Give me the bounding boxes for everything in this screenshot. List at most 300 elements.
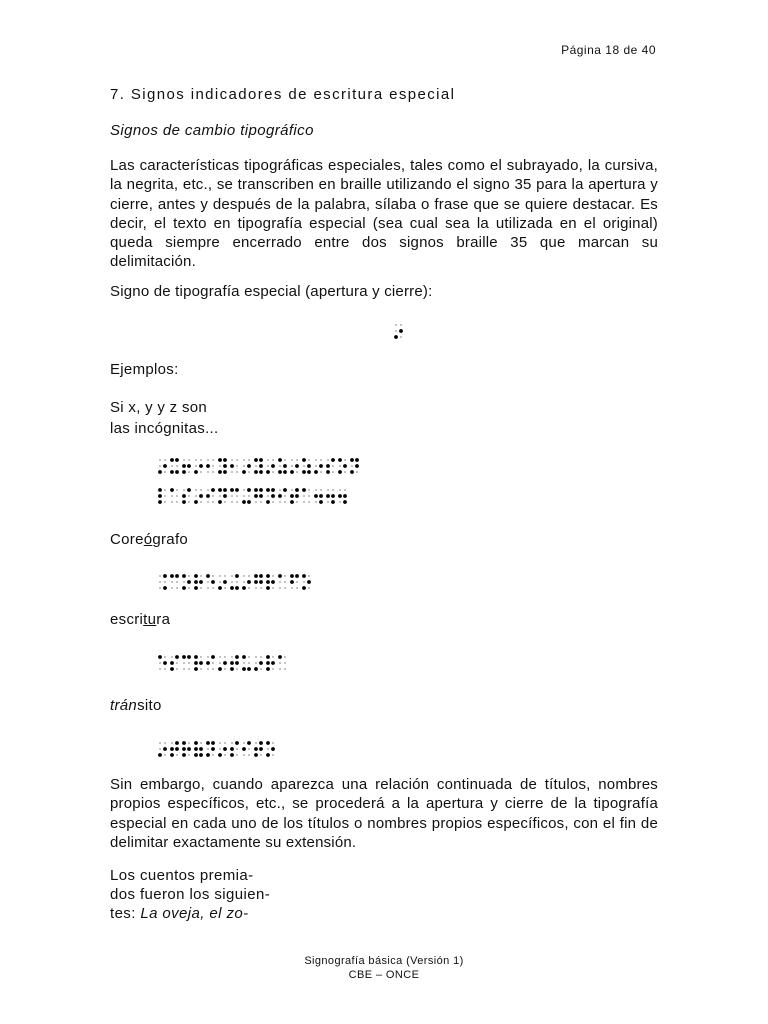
braille-dot-flat [159,587,161,589]
braille-dot-flat [315,501,317,503]
example-line-2: las incógnitas... [110,420,219,437]
braille-dot-flat [176,587,178,589]
braille-dot-raised [242,500,246,504]
braille-dot-flat [171,656,173,658]
braille-dot-raised [158,500,162,504]
braille-dot-flat [248,471,250,473]
braille-dot-flat [176,495,178,497]
braille-dot-flat [339,489,341,491]
braille-dot-flat [171,465,173,467]
braille-dot-flat [200,501,202,503]
braille-dot-raised [242,667,246,671]
braille-dot-flat [231,459,233,461]
braille-dot-raised [283,470,287,474]
braille-dot-raised [271,580,275,584]
braille-dot-raised [235,741,239,745]
braille-dot-raised [194,741,198,745]
braille-dot-flat [296,581,298,583]
braille-dot-flat [207,471,209,473]
braille-dot-raised [319,464,323,468]
braille-dot-flat [284,662,286,664]
braille-dot-raised [187,580,191,584]
example-word-coreografo [110,531,188,548]
braille-dot-raised [223,470,227,474]
braille-dot-flat [164,501,166,503]
braille-dot-flat [243,742,245,744]
braille-dot-raised [187,747,191,751]
braille-dot-raised [302,586,306,590]
footer-org: CBE – ONCE [348,969,420,981]
braille-dot-flat [284,668,286,670]
braille-dot-flat [308,489,310,491]
braille-dot-raised [194,667,198,671]
braille-dot-raised [319,494,323,498]
braille-dot-raised [271,464,275,468]
braille-dot-raised [314,494,318,498]
braille-dot-raised [254,494,258,498]
braille-dot-raised [399,329,403,333]
braille-dot-flat [224,754,226,756]
braille-dot-flat [224,587,226,589]
braille-dot-flat [176,489,178,491]
braille-dot-flat [272,501,274,503]
braille-dot-raised [218,586,222,590]
braille-dot-flat [212,495,214,497]
example-word-escritura [110,611,170,628]
braille-dot-raised [266,741,270,745]
braille-dot-raised [206,494,210,498]
braille-dot-raised [266,753,270,757]
braille-dot-raised [331,458,335,462]
braille-dot-flat [284,575,286,577]
braille-dot-raised [247,500,251,504]
braille-dot-raised [182,470,186,474]
braille-dot-flat [248,587,250,589]
braille-dot-flat [207,459,209,461]
section-title: 7. Signos indicadores de escritura especial [110,86,456,103]
section-subtitle: Signos de cambio tipográfico [110,122,314,139]
braille-dot-flat [303,465,305,467]
braille-dot-flat [296,471,298,473]
braille-dot-flat [279,489,281,491]
braille-dot-flat [272,742,274,744]
braille-dot-raised [254,580,258,584]
braille-dot-flat [260,501,262,503]
word-part: ra [156,611,171,628]
braille-dot-flat [183,581,185,583]
braille-dot-raised [223,747,227,751]
braille-dot-raised [247,464,251,468]
braille-dot-raised [223,494,227,498]
braille-dot-flat [164,742,166,744]
braille-dot-raised [182,747,186,751]
braille-dot-flat [164,656,166,658]
braille-dot-flat [212,668,214,670]
braille-dot-raised [223,464,227,468]
braille-dot-raised [302,458,306,462]
braille-dot-raised [230,747,234,751]
braille-dot-flat [243,754,245,756]
braille-dot-flat [164,489,166,491]
braille-dot-flat [236,459,238,461]
braille-dot-raised [343,494,347,498]
braille-dot-flat [188,459,190,461]
braille-dot-flat [188,742,190,744]
braille-dot-flat [236,754,238,756]
braille-dot-raised [199,464,203,468]
braille-dot-flat [248,754,250,756]
braille-dot-raised [206,661,210,665]
braille-dot-flat [248,748,250,750]
braille-dot-raised [194,586,198,590]
braille-dot-raised [206,574,210,578]
braille-dot-flat [207,581,209,583]
braille-dot-flat [171,587,173,589]
braille-dot-raised [302,574,306,578]
braille-dot-raised [326,494,330,498]
braille-dot-flat [255,656,257,658]
braille-dot-flat [243,495,245,497]
braille-dot-raised [343,500,347,504]
braille-dot-raised [158,488,162,492]
braille-dot-raised [326,470,330,474]
underlined-part: ó [143,531,153,548]
braille-dot-raised [259,470,263,474]
braille-dot-raised [170,574,174,578]
braille-dot-flat [315,459,317,461]
braille-dot-flat [308,587,310,589]
braille-dot-raised [307,580,311,584]
braille-dot-raised [254,667,258,671]
braille-dot-flat [248,656,250,658]
braille-dot-flat [272,587,274,589]
braille-dot-flat [260,587,262,589]
braille-dot-raised [187,655,191,659]
underlined-part: tu [143,611,157,628]
braille-dot-flat [176,662,178,664]
braille-dot-raised [278,458,282,462]
paragraph-titles: Sin embargo, cuando aparezca una relación continuada de títulos, nombres propios específicos, etc., se procederá a la apertura y cierre de la tipografía especial en cada uno de los títulos o nombres propios específicos, con el fin de delimitar exactamente su extensión. [110,776,658,851]
braille-dot-flat [279,662,281,664]
braille-dot-flat [219,748,221,750]
braille-dot-flat [284,656,286,658]
braille-dot-raised [235,661,239,665]
braille-dot-raised [278,574,282,578]
braille-dot-raised [271,494,275,498]
braille-example-row-1 [157,457,365,475]
braille-dot-flat [207,501,209,503]
braille-dot-raised [266,661,270,665]
braille-dot-flat [207,656,209,658]
braille-dot-raised [235,655,239,659]
braille-dot-flat [195,495,197,497]
braille-dot-flat [255,662,257,664]
braille-dot-flat [231,742,233,744]
braille-dot-flat [356,471,358,473]
braille-dot-raised [230,488,234,492]
braille-dot-raised [355,458,359,462]
braille-dot-flat [188,495,190,497]
braille-dot-flat [248,662,250,664]
braille-dot-flat [231,501,233,503]
braille-dot-flat [236,471,238,473]
braille-dot-raised [259,494,263,498]
braille-dot-raised [182,464,186,468]
braille-dot-raised [230,753,234,757]
braille-dot-raised [307,470,311,474]
braille-dot-flat [272,471,274,473]
braille-dot-flat [188,587,190,589]
braille-dot-flat [219,656,221,658]
word-part: sito [137,697,162,714]
braille-dot-flat [279,501,281,503]
braille-dot-raised [163,574,167,578]
braille-dot-flat [219,495,221,497]
braille-dot-flat [212,459,214,461]
braille-dot-flat [171,501,173,503]
braille-dot-raised [230,667,234,671]
braille-dot-raised [187,488,191,492]
braille-dot-raised [163,661,167,665]
braille-dot-raised [194,747,198,751]
braille-dot-raised [158,753,162,757]
braille-dot-flat [236,465,238,467]
braille-dot-raised [230,661,234,665]
braille-dot-raised [182,574,186,578]
braille-dot-flat [195,459,197,461]
braille-dot-raised [242,586,246,590]
braille-dot-flat [212,501,214,503]
braille-dot-flat [159,459,161,461]
braille-dot-flat [159,742,161,744]
braille-dot-raised [218,470,222,474]
braille-dot-flat [164,471,166,473]
braille-dot-flat [332,465,334,467]
braille-dot-flat [332,489,334,491]
braille-dot-raised [170,667,174,671]
braille-dot-flat [231,575,233,577]
braille-dot-flat [327,501,329,503]
braille-dot-raised [259,741,263,745]
braille-dot-raised [194,470,198,474]
braille-dot-raised [247,580,251,584]
braille-dot-flat [200,742,202,744]
braille-dot-flat [296,501,298,503]
braille-dot-flat [164,495,166,497]
braille-dot-raised [182,586,186,590]
braille-dot-raised [194,500,198,504]
braille-dot-flat [219,742,221,744]
braille-dot-raised [254,747,258,751]
braille-dot-raised [259,580,263,584]
braille-dot-flat [272,656,274,658]
braille-dot-raised [199,753,203,757]
braille-dot-raised [235,586,239,590]
braille-dot-flat [308,575,310,577]
braille-dot-raised [247,741,251,745]
braille-dot-flat [224,668,226,670]
braille-dot-flat [400,336,402,338]
braille-dot-flat [267,465,269,467]
braille-dot-raised [206,741,210,745]
braille-dot-flat [219,662,221,664]
braille-dot-raised [266,574,270,578]
braille-dot-raised [170,488,174,492]
braille-dot-raised [211,747,215,751]
braille-dot-flat [284,501,286,503]
braille-dot-raised [254,488,258,492]
paragraph-intro: Las características tipográficas especiales, tales como el subrayado, la cursiva, la negrita, etc., se transcriben en braille utilizando el signo 35 para la apertura y cierre, antes y después de la palabra, sílaba o frase que se quiere destacar. Es decir, el texto en tipografía especial (sea cual sea la utilizada en el original) queda siempre encerrado entre dos signos braille 35 que marcan su delimitación. [110,157,658,271]
braille-dot-flat [200,575,202,577]
word-part: escri [110,611,144,628]
braille-dot-raised [319,500,323,504]
braille-dot-flat [296,459,298,461]
braille-dot-raised [266,655,270,659]
braille-dot-raised [259,661,263,665]
braille-dot-flat [243,489,245,491]
braille-dot-raised [218,753,222,757]
braille-dot-raised [247,667,251,671]
braille-dot-raised [290,470,294,474]
braille-dot-raised [163,464,167,468]
braille-dot-flat [224,501,226,503]
braille-dot-flat [176,581,178,583]
footer [0,954,768,982]
braille-dot-raised [218,667,222,671]
braille-dot-flat [200,489,202,491]
braille-dot-flat [176,668,178,670]
braille-dot-flat [243,662,245,664]
braille-dot-flat [267,459,269,461]
braille-dot-flat [200,587,202,589]
tale-line-3-plain: tes: [110,905,141,922]
braille-dot-raised [254,458,258,462]
braille-dot-flat [320,471,322,473]
braille-dot-flat [296,587,298,589]
braille-dot-raised [307,464,311,468]
braille-dot-flat [291,465,293,467]
paragraph-sign-label: Signo de tipografía especial (apertura y cierre): [110,283,433,300]
braille-dot-flat [279,581,281,583]
braille-dot-raised [230,586,234,590]
braille-dot-flat [159,465,161,467]
braille-dot-flat [219,465,221,467]
braille-dot-raised [242,747,246,751]
page-number: Página 18 de 40 [561,43,656,57]
braille-dot-flat [395,324,397,326]
braille-dot-flat [260,754,262,756]
braille-dot-flat [231,656,233,658]
braille-dot-flat [332,471,334,473]
braille-dot-flat [303,581,305,583]
braille-dot-flat [272,575,274,577]
braille-dot-raised [242,655,246,659]
braille-dot-raised [170,458,174,462]
examples-label: Ejemplos: [110,361,179,378]
braille-dot-raised [175,574,179,578]
braille-dot-flat [200,656,202,658]
braille-dot-flat [212,754,214,756]
braille-dot-flat [243,581,245,583]
braille-dot-raised [290,580,294,584]
braille-dot-flat [171,581,173,583]
braille-dot-flat [243,575,245,577]
braille-dot-flat [171,742,173,744]
braille-coreografo [157,573,317,591]
braille-dot-raised [223,661,227,665]
braille-dot-flat [291,489,293,491]
braille-dot-raised [170,470,174,474]
braille-dot-raised [242,470,246,474]
braille-dot-raised [271,747,275,751]
braille-dot-raised [206,464,210,468]
braille-sign-35 [393,322,409,340]
tale-line-3-italic: La oveja, el zo- [140,905,249,922]
braille-dot-raised [266,470,270,474]
braille-dot-flat [248,459,250,461]
braille-dot-flat [272,459,274,461]
braille-dot-raised [194,753,198,757]
braille-dot-raised [175,458,179,462]
example-text [110,397,219,439]
braille-dot-flat [195,465,197,467]
braille-dot-raised [182,753,186,757]
example-word-transito [110,697,162,714]
braille-dot-raised [194,574,198,578]
braille-dot-raised [259,747,263,751]
braille-dot-raised [290,574,294,578]
word-part: grafo [152,531,189,548]
braille-dot-raised [271,488,275,492]
braille-dot-flat [176,754,178,756]
braille-dot-raised [290,494,294,498]
braille-dot-raised [194,661,198,665]
braille-dot-raised [278,655,282,659]
braille-dot-flat [236,495,238,497]
braille-dot-flat [279,668,281,670]
braille-dot-raised [266,667,270,671]
tale-example [110,866,270,923]
braille-dot-flat [188,754,190,756]
braille-dot-raised [254,470,258,474]
braille-dot-flat [308,495,310,497]
braille-dot-raised [331,494,335,498]
braille-dot-raised [295,488,299,492]
braille-dot-raised [175,655,179,659]
example-line-1: Si x, y y z son [110,399,208,416]
braille-example-row-2 [157,487,353,505]
braille-dot-flat [315,465,317,467]
braille-dot-raised [278,494,282,498]
braille-dot-raised [266,586,270,590]
braille-dot-flat [236,581,238,583]
braille-dot-flat [164,668,166,670]
braille-dot-flat [344,459,346,461]
braille-dot-raised [295,574,299,578]
braille-dot-flat [188,575,190,577]
braille-dot-raised [266,580,270,584]
braille-dot-raised [211,580,215,584]
braille-dot-raised [247,488,251,492]
braille-dot-flat [303,501,305,503]
braille-dot-raised [211,488,215,492]
braille-escritura [157,654,293,672]
braille-dot-raised [290,500,294,504]
braille-dot-flat [284,495,286,497]
braille-dot-flat [339,501,341,503]
braille-dot-flat [291,459,293,461]
braille-dot-raised [302,470,306,474]
